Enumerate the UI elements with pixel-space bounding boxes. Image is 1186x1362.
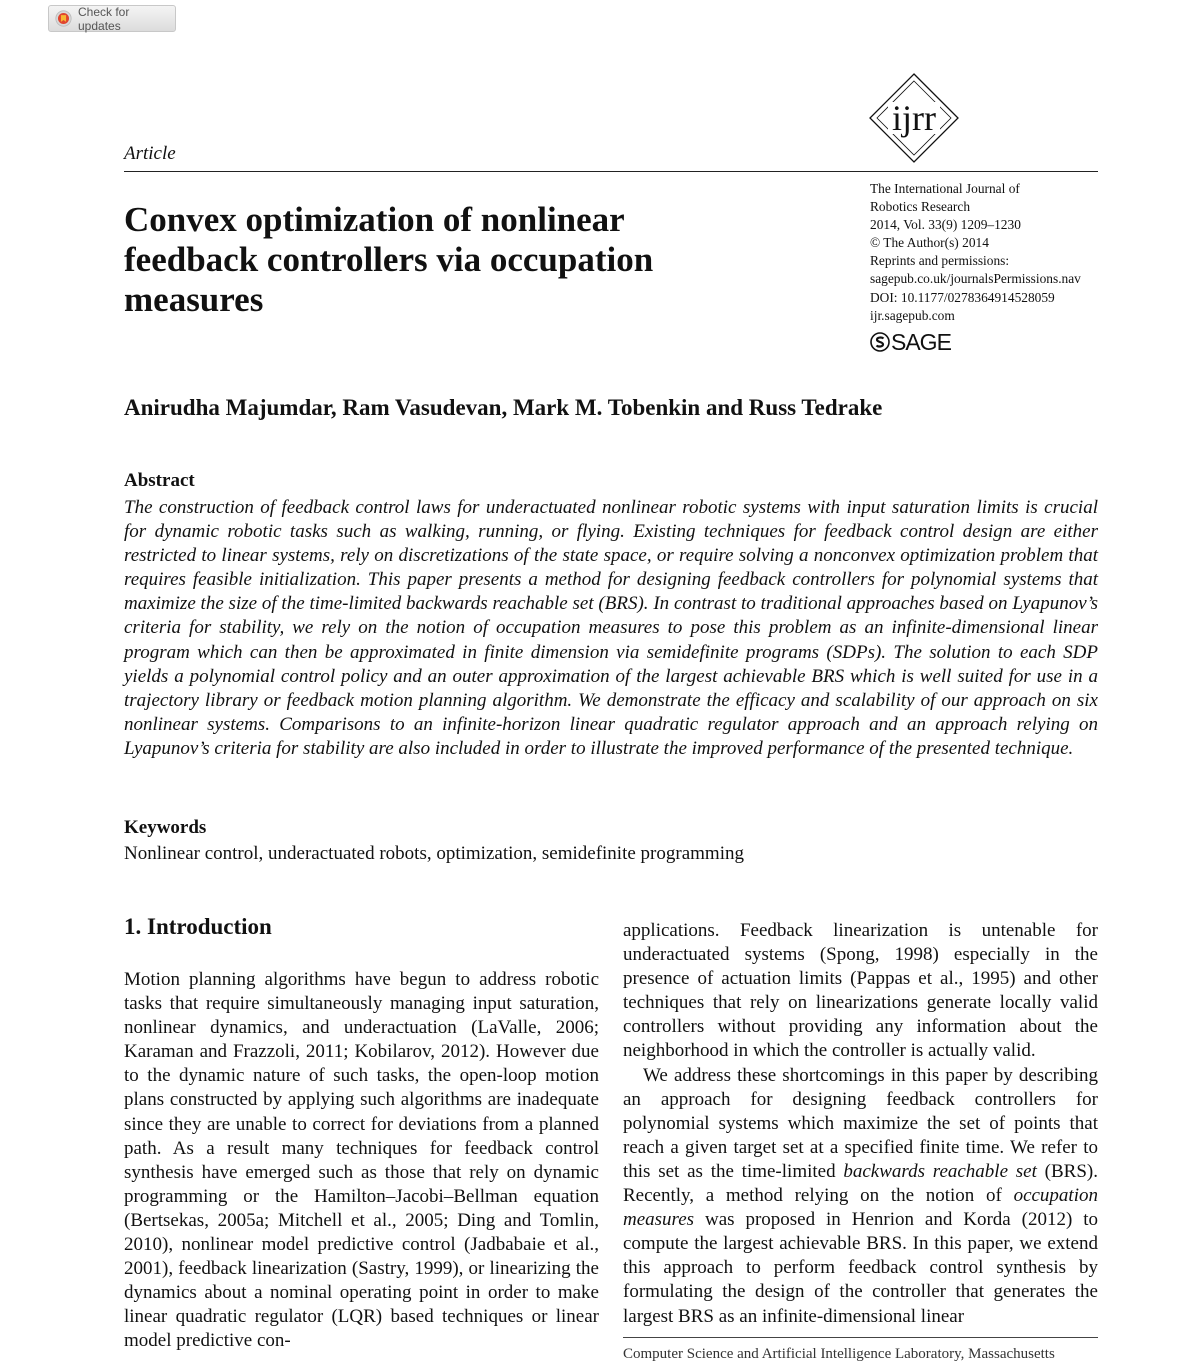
sage-logo-text: SAGE xyxy=(891,328,951,355)
article-type-label: Article xyxy=(124,143,176,164)
keywords-heading: Keywords xyxy=(124,817,207,838)
abstract-heading: Abstract xyxy=(124,470,195,491)
sage-logo xyxy=(870,328,951,356)
crossmark-icon xyxy=(55,10,72,27)
check-for-updates-label: Check for updates xyxy=(78,4,130,33)
sage-emblem-icon xyxy=(870,332,890,352)
abstract-text: The construction of feedback control laws for underactuated nonlinear robotic systems with input saturation limits is crucial for dynamic robotic tasks such as walking, running, or flying. Existing techniques for feedback control design are either restricted to linear systems, rely on discretizations of the state space, or require solving a nonconvex optimization problem that requires feasible initialization. This paper presents a method for designing feedback controllers for polynomial systems that maximize the size of the time-limited backwards reachable set (BRS). In contrast to traditional approaches based on Lyapunov’s criteria for stability, we rely on the notion of occupation measures to pose this problem as an infinite-dimensional linear program which can then be approximated in finite dimension via semidefinite programs (SDPs). The solution to each SDP yields a polynomial control policy and an outer approximation of the largest achievable BRS which is well suited for use in a trajectory library or feedback motion planning algorithm. We demonstrate the efficacy and scalability of our approach on six nonlinear systems. Comparisons to an infinite-horizon linear quadratic regulator approach and an approach relying on Lyapunov’s criteria for stability are also included in order to illustrate the improved performance of the presented technique. xyxy=(124,497,1098,759)
ijrr-logo xyxy=(868,72,960,164)
section-heading-introduction: 1. Introduction xyxy=(124,914,272,939)
journal-volume-line: 2014, Vol. 33(9) 1209–1230 xyxy=(870,217,1021,233)
journal-line: The International Journal of xyxy=(870,181,1020,196)
ijrr-logo-text: ijrr xyxy=(892,98,936,138)
emphasis-term: occupation measures xyxy=(623,1185,1098,1231)
doi-link[interactable]: DOI: 10.1177/0278364914528059 xyxy=(870,289,1055,305)
paragraph: applications. Feedback linearization is untenable for underactuated systems (Spong, 1998) especially in the presence of actuation limits (Pappas et al., 1995) and other techniques that rely on linearizations generate locally valid controllers without providing any information about the neighborhood in which the controller is actually valid. xyxy=(623,920,1098,1062)
journal-site-link[interactable]: ijr.sagepub.com xyxy=(870,307,955,323)
text-column-left xyxy=(124,968,599,1354)
journal-info xyxy=(870,180,1081,325)
header-divider xyxy=(124,171,1098,172)
journal-line: Robotics Research xyxy=(870,199,971,215)
permissions-link[interactable]: sagepub.co.uk/journalsPermissions.nav xyxy=(870,271,1081,287)
footnote-divider xyxy=(623,1337,1098,1338)
page-title: Convex optimization of nonlinear feedback controllers via occupation measures xyxy=(124,200,654,319)
reprints-line: Reprints and permissions: xyxy=(870,253,1010,269)
authors: Anirudha Majumdar, Ram Vasudevan, Mark M. Tobenkin and Russ Tedrake xyxy=(124,395,883,420)
paragraph: Motion planning algorithms have begun to address robotic tasks that require simultaneously managing input saturation, nonlinear dynamics, and underactuation (LaValle, 2006; Karaman and Frazzoli, 2011; Kobilarov, 2012). However due to the dynamic nature of such tasks, the open-loop motion plans constructed by applying such algorithms are inadequate since they are unable to correct for deviations from a planned path. As a result many techniques for feedback control synthesis have emerged such as those that rely on dynamic programming or the Hamilton–Jacobi–Bellman equation (Bertsekas, 2005a; Mitchell et al., 2005; Ding and Tomlin, 2010), nonlinear model predictive control (Jadbabaie et al., 2001), feedback linearization (Sastry, 1999), or linearizing the dynamics about a nominal operating point in order to make linear quadratic regulator (LQR) based techniques or linear model predictive con- xyxy=(124,969,599,1352)
copyright-line: © The Author(s) 2014 xyxy=(870,235,989,251)
check-for-updates-button[interactable] xyxy=(48,5,176,32)
keywords-text: Nonlinear control, underactuated robots, optimization, semidefinite programming xyxy=(124,843,744,864)
paragraph: We address these shortcomings in this paper by describing an approach for designing feedback controllers for polynomial systems which maximize the set of points that reach a given target set at a specified finite time. We refer to this set as the time-limited backwards reachable set (BRS). Recently, a method relying on the notion of occupation measures was proposed in Henrion and Korda (2012) to compute the largest achievable BRS. In this paper, we extend this approach to perform feedback control synthesis by formulating the design of the controller that generates the largest BRS as an infinite-dimensional linear xyxy=(623,1064,1098,1327)
footnote: Computer Science and Artificial Intelligence Laboratory, Massachusetts xyxy=(623,1346,1055,1362)
text-column-right xyxy=(623,919,1098,1329)
emphasis-term: backwards reachable set xyxy=(843,1160,1037,1182)
